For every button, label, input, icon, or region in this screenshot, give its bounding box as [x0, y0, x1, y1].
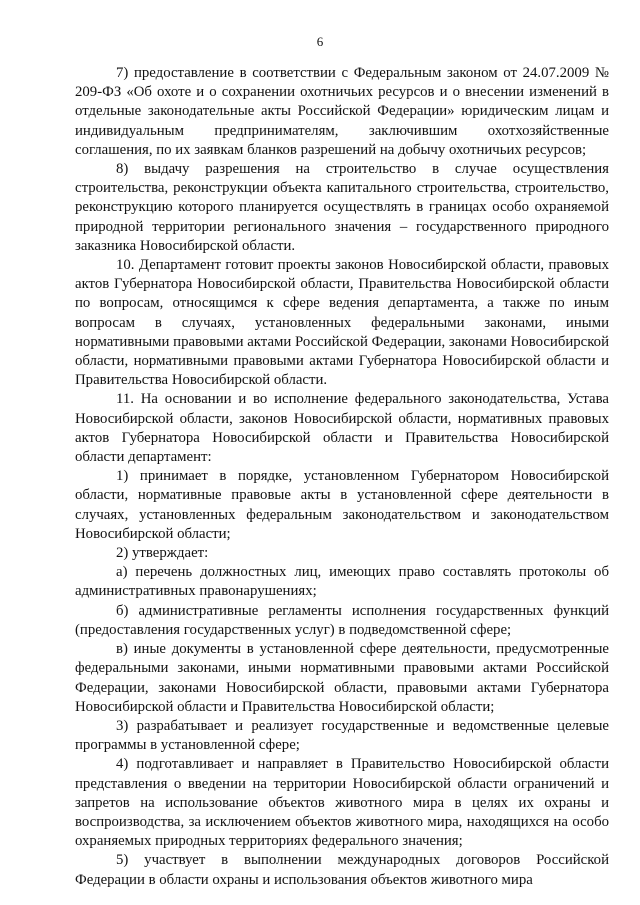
paragraph-item-5: 5) участвует в выполнении международных договоров Российской Федерации в области охраны и использования объектов животного мира	[75, 852, 609, 888]
paragraph-item-1: 1) принимает в порядке, установленном Губернатором Новосибирской области, нормативные правовые акты в установленной сфере деятельности в случаях, установленных федеральным законодательством и законодательством Новосибирской области;	[75, 468, 609, 542]
paragraph-item-4: 4) подготавливает и направляет в Правительство Новосибирской области представления о введении на территории Новосибирской области ограничений и запретов на использование объектов животного мира в целях их охраны и воспроизводства, за исключением объектов животного мира, находящихся на особо охраняемых природных территориях федерального значения;	[75, 756, 609, 850]
paragraph-subitem-b: б) административные регламенты исполнения государственных функций (предоставления государственных услуг) в подведомственной сфере;	[75, 602, 609, 638]
paragraph-subitem-a: а) перечень должностных лиц, имеющих право составлять протоколы об административных правонарушениях;	[75, 564, 609, 600]
paragraph-item-8: 8) выдачу разрешения на строительство в случае осуществления строительства, реконструкции объекта капитального строительства, строительство, реконструкцию которого планируется осуществлять в границах особо охраняемой природной территории регионального значения – государственного природного заказника Новосибирской области.	[75, 161, 609, 254]
page-number: 6	[316, 34, 324, 49]
paragraph-clause-11: 11. На основании и во исполнение федерального законодательства, Устава Новосибирской области, законов Новосибирской области, нормативных правовых актов Губернатора Новосибирской области и Правительства Новосибирской области департамент:	[75, 391, 609, 466]
paragraph-subitem-v: в) иные документы в установленной сфере деятельности, предусмотренные федеральными законами, иными нормативными правовыми актами Российской Федерации, законами Новосибирской области, правовыми актами Губернатора Новосибирской области и Правительства Новосибирской области;	[75, 641, 609, 715]
paragraph-item-2: 2) утверждает:	[116, 545, 209, 562]
paragraph-item-3: 3) разрабатывает и реализует государственные и ведомственные целевые программы в установленной сфере;	[75, 717, 609, 754]
paragraph-item-7: 7) предоставление в соответствии с Федеральным законом от 24.07.2009 № 209-ФЗ «Об охоте и о сохранении охотничьих ресурсов и о внесении изменений в отдельные законодательные акты Российской Федерации» юридическим лицам и индивидуальным предпринимателям, заключившим охотхозяйственные соглашения, по их заявкам бланков разрешений на добычу охотничьих ресурсов;	[75, 65, 609, 158]
paragraph-clause-10: 10. Департамент готовит проекты законов Новосибирской области, правовых актов Губернатора Новосибирской области, Правительства Новосибирской области по вопросам, относящимся к сфере ведения департамента, а также по иным вопросам в случаях, установленных федеральными законами, иными нормативными правовыми актами Российской Федерации, законами Новосибирской области, нормативными правовыми актами Губернатора Новосибирской области и Правительства Новосибирской области.	[75, 257, 609, 389]
document-body	[75, 64, 609, 890]
